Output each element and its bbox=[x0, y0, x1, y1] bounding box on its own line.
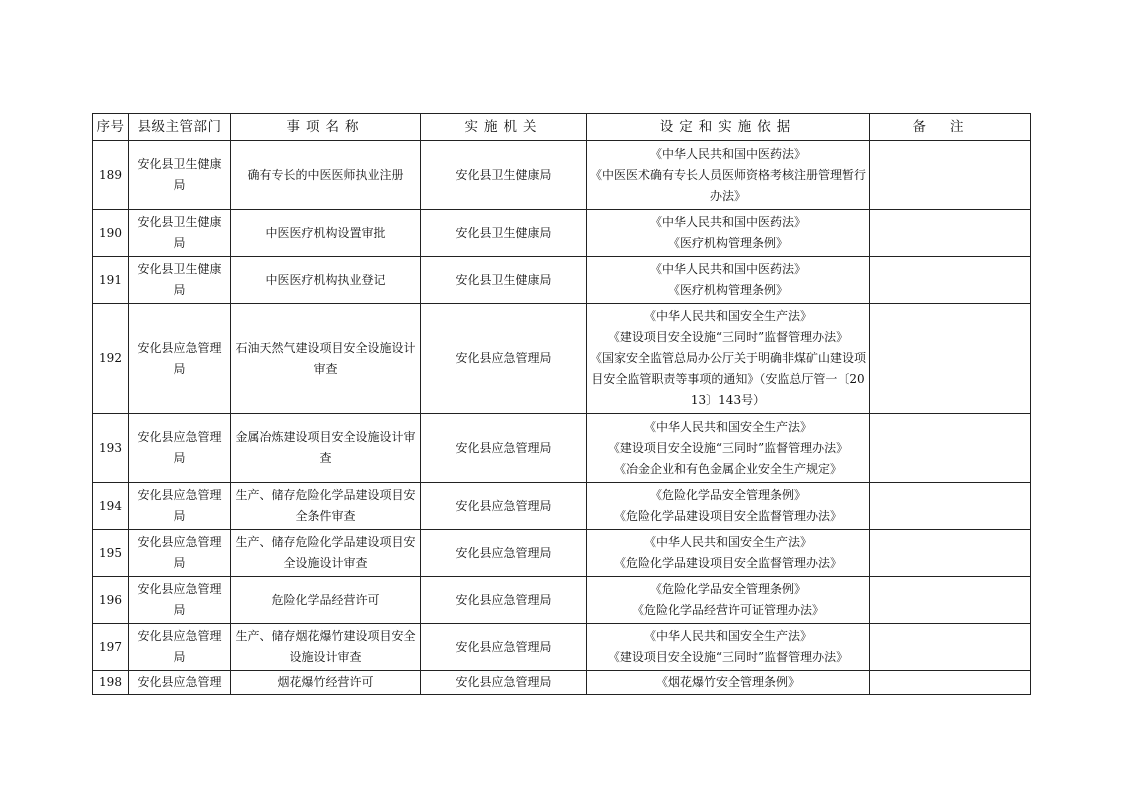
table-row bbox=[93, 483, 1031, 530]
row-department: 安化县卫生健康局 bbox=[129, 141, 231, 210]
row-agency: 安化县卫生健康局 bbox=[421, 210, 587, 257]
table-header-row bbox=[93, 114, 1031, 141]
row-index: 197 bbox=[93, 624, 129, 671]
row-remark bbox=[870, 483, 1031, 530]
row-basis: 《中华人民共和国安全生产法》 《建设项目安全设施“三同时”监督管理办法》 bbox=[587, 624, 870, 671]
row-index: 191 bbox=[93, 257, 129, 304]
row-agency: 安化县应急管理局 bbox=[421, 530, 587, 577]
table-row bbox=[93, 257, 1031, 304]
header-department: 县级主管部门 bbox=[129, 114, 231, 141]
row-index: 192 bbox=[93, 304, 129, 414]
row-remark bbox=[870, 530, 1031, 577]
row-index: 189 bbox=[93, 141, 129, 210]
row-remark bbox=[870, 257, 1031, 304]
row-department: 安化县卫生健康局 bbox=[129, 210, 231, 257]
row-item-name: 确有专长的中医医师执业注册 bbox=[231, 141, 421, 210]
table-row bbox=[93, 624, 1031, 671]
row-department: 安化县应急管理局 bbox=[129, 624, 231, 671]
row-item-name: 中医医疗机构执业登记 bbox=[231, 257, 421, 304]
row-item-name: 危险化学品经营许可 bbox=[231, 577, 421, 624]
row-index: 190 bbox=[93, 210, 129, 257]
row-basis: 《中华人民共和国安全生产法》 《危险化学品建设项目安全监督管理办法》 bbox=[587, 530, 870, 577]
header-basis: 设定和实施依据 bbox=[587, 114, 870, 141]
table-row bbox=[93, 577, 1031, 624]
row-index: 195 bbox=[93, 530, 129, 577]
row-remark bbox=[870, 304, 1031, 414]
row-item-name: 中医医疗机构设置审批 bbox=[231, 210, 421, 257]
row-agency: 安化县应急管理局 bbox=[421, 304, 587, 414]
row-remark bbox=[870, 210, 1031, 257]
row-index: 194 bbox=[93, 483, 129, 530]
row-item-name: 生产、储存危险化学品建设项目安全设施设计审查 bbox=[231, 530, 421, 577]
row-remark bbox=[870, 671, 1031, 695]
row-agency: 安化县应急管理局 bbox=[421, 671, 587, 695]
table-row bbox=[93, 210, 1031, 257]
row-remark bbox=[870, 624, 1031, 671]
row-basis: 《烟花爆竹安全管理条例》 bbox=[587, 671, 870, 695]
row-agency: 安化县应急管理局 bbox=[421, 483, 587, 530]
row-remark bbox=[870, 141, 1031, 210]
row-basis: 《中华人民共和国中医药法》 《医疗机构管理条例》 bbox=[587, 257, 870, 304]
row-basis: 《危险化学品安全管理条例》 《危险化学品建设项目安全监督管理办法》 bbox=[587, 483, 870, 530]
header-agency: 实施机关 bbox=[421, 114, 587, 141]
row-index: 196 bbox=[93, 577, 129, 624]
permit-table bbox=[92, 113, 1031, 695]
row-item-name: 石油天然气建设项目安全设施设计审查 bbox=[231, 304, 421, 414]
row-department: 安化县应急管理局 bbox=[129, 414, 231, 483]
row-department: 安化县应急管理 bbox=[129, 671, 231, 695]
row-department: 安化县应急管理局 bbox=[129, 530, 231, 577]
row-department: 安化县应急管理局 bbox=[129, 483, 231, 530]
row-item-name: 金属冶炼建设项目安全设施设计审查 bbox=[231, 414, 421, 483]
table-row bbox=[93, 530, 1031, 577]
header-remark: 备注 bbox=[870, 114, 1031, 141]
table-row bbox=[93, 141, 1031, 210]
row-basis: 《中华人民共和国中医药法》 《中医医术确有专长人员医师资格考核注册管理暂行办法》 bbox=[587, 141, 870, 210]
row-item-name: 生产、储存烟花爆竹建设项目安全设施设计审查 bbox=[231, 624, 421, 671]
row-basis: 《中华人民共和国安全生产法》 《建设项目安全设施“三同时”监督管理办法》 《冶金企业和有色金属企业安全生产规定》 bbox=[587, 414, 870, 483]
row-basis: 《危险化学品安全管理条例》 《危险化学品经营许可证管理办法》 bbox=[587, 577, 870, 624]
row-item-name: 生产、储存危险化学品建设项目安全条件审查 bbox=[231, 483, 421, 530]
row-agency: 安化县应急管理局 bbox=[421, 577, 587, 624]
row-remark bbox=[870, 577, 1031, 624]
row-index: 198 bbox=[93, 671, 129, 695]
table-row bbox=[93, 671, 1031, 695]
header-index: 序号 bbox=[93, 114, 129, 141]
row-remark bbox=[870, 414, 1031, 483]
row-agency: 安化县应急管理局 bbox=[421, 414, 587, 483]
row-item-name: 烟花爆竹经营许可 bbox=[231, 671, 421, 695]
table-row bbox=[93, 304, 1031, 414]
header-item-name: 事项名称 bbox=[231, 114, 421, 141]
row-index: 193 bbox=[93, 414, 129, 483]
row-department: 安化县应急管理局 bbox=[129, 577, 231, 624]
row-agency: 安化县卫生健康局 bbox=[421, 141, 587, 210]
row-department: 安化县卫生健康局 bbox=[129, 257, 231, 304]
row-agency: 安化县应急管理局 bbox=[421, 624, 587, 671]
row-basis: 《中华人民共和国中医药法》 《医疗机构管理条例》 bbox=[587, 210, 870, 257]
table-row bbox=[93, 414, 1031, 483]
row-basis: 《中华人民共和国安全生产法》 《建设项目安全设施“三同时”监督管理办法》 《国家安全监管总局办公厅关于明确非煤矿山建设项目安全监管职责等事项的通知》（安监总厅管一〔2013〕143号） bbox=[587, 304, 870, 414]
row-department: 安化县应急管理局 bbox=[129, 304, 231, 414]
row-agency: 安化县卫生健康局 bbox=[421, 257, 587, 304]
